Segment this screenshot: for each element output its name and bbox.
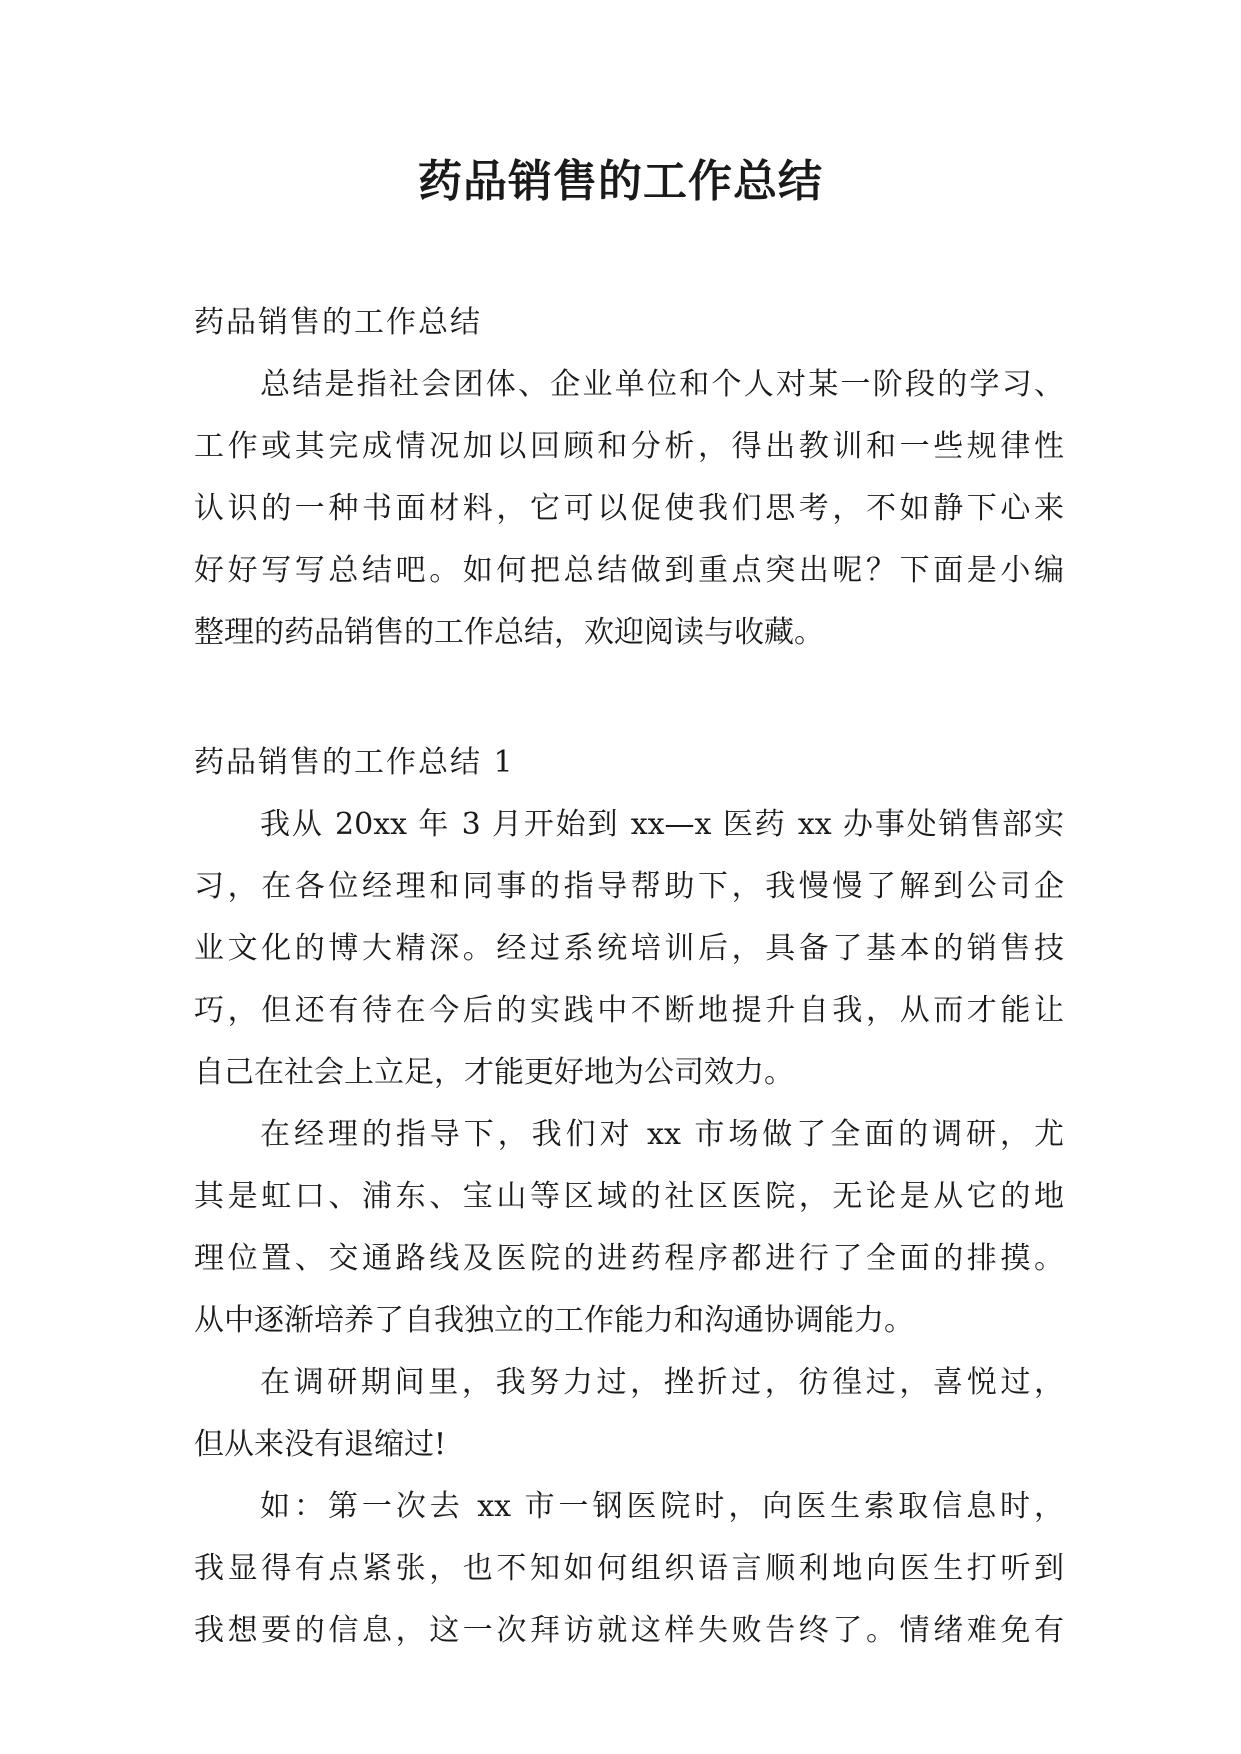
intro-heading: 药品销售的工作总结 [194, 305, 482, 340]
text-line: 自己在社会上立足，才能更好地为公司效力。 [194, 1055, 794, 1090]
paragraph-2 [194, 1104, 1064, 1352]
section-heading: 药品销售的工作总结 1 [194, 745, 515, 780]
section-spacer [194, 664, 1064, 732]
text-line: 我想要的信息，这一次拜访就这样失败告终了。情绪难免有 [194, 1613, 1064, 1648]
document-body [194, 292, 1064, 1662]
paragraph-3 [194, 1352, 1064, 1476]
paragraph-1 [194, 794, 1064, 1104]
text-line: 认识的一种书面材料，它可以促使我们思考，不如静下心来 [194, 491, 1064, 526]
text-line: 从中逐渐培养了自我独立的工作能力和沟通协调能力。 [194, 1303, 914, 1338]
text-line: 在经理的指导下，我们对 xx 市场做了全面的调研，尤 [260, 1117, 1064, 1152]
document-title: 药品销售的工作总结 [418, 156, 823, 207]
text-line: 总结是指社会团体、企业单位和个人对某一阶段的学习、 [260, 367, 1064, 402]
text-line: 我显得有点紧张，也不知如何组织语言顺利地向医生打听到 [194, 1551, 1064, 1586]
text-line: 业文化的博大精深。经过系统培训后，具备了基本的销售技 [194, 931, 1064, 966]
text-line: 但从来没有退缩过! [194, 1427, 447, 1462]
text-line: 理位置、交通路线及医院的进药程序都进行了全面的排摸。 [194, 1241, 1064, 1276]
text-line: 工作或其完成情况加以回顾和分析，得出教训和一些规律性 [194, 429, 1064, 464]
text-line: 习，在各位经理和同事的指导帮助下，我慢慢了解到公司企 [194, 869, 1064, 904]
intro-paragraph [194, 354, 1064, 664]
text-line: 好好写写总结吧。如何把总结做到重点突出呢？下面是小编 [194, 553, 1064, 588]
text-line: 巧，但还有待在今后的实践中不断地提升自我，从而才能让 [194, 993, 1064, 1028]
text-line: 整理的药品销售的工作总结，欢迎阅读与收藏。 [194, 615, 824, 650]
text-line: 我从 20xx 年 3 月开始到 xx—x 医药 xx 办事处销售部实 [260, 807, 1064, 842]
paragraph-4 [194, 1476, 1064, 1662]
text-line: 在调研期间里，我努力过，挫折过，彷徨过，喜悦过， [260, 1365, 1064, 1400]
text-line: 其是虹口、浦东、宝山等区域的社区医院，无论是从它的地 [194, 1179, 1064, 1214]
text-line: 如：第一次去 xx 市一钢医院时，向医生索取信息时， [260, 1489, 1064, 1524]
